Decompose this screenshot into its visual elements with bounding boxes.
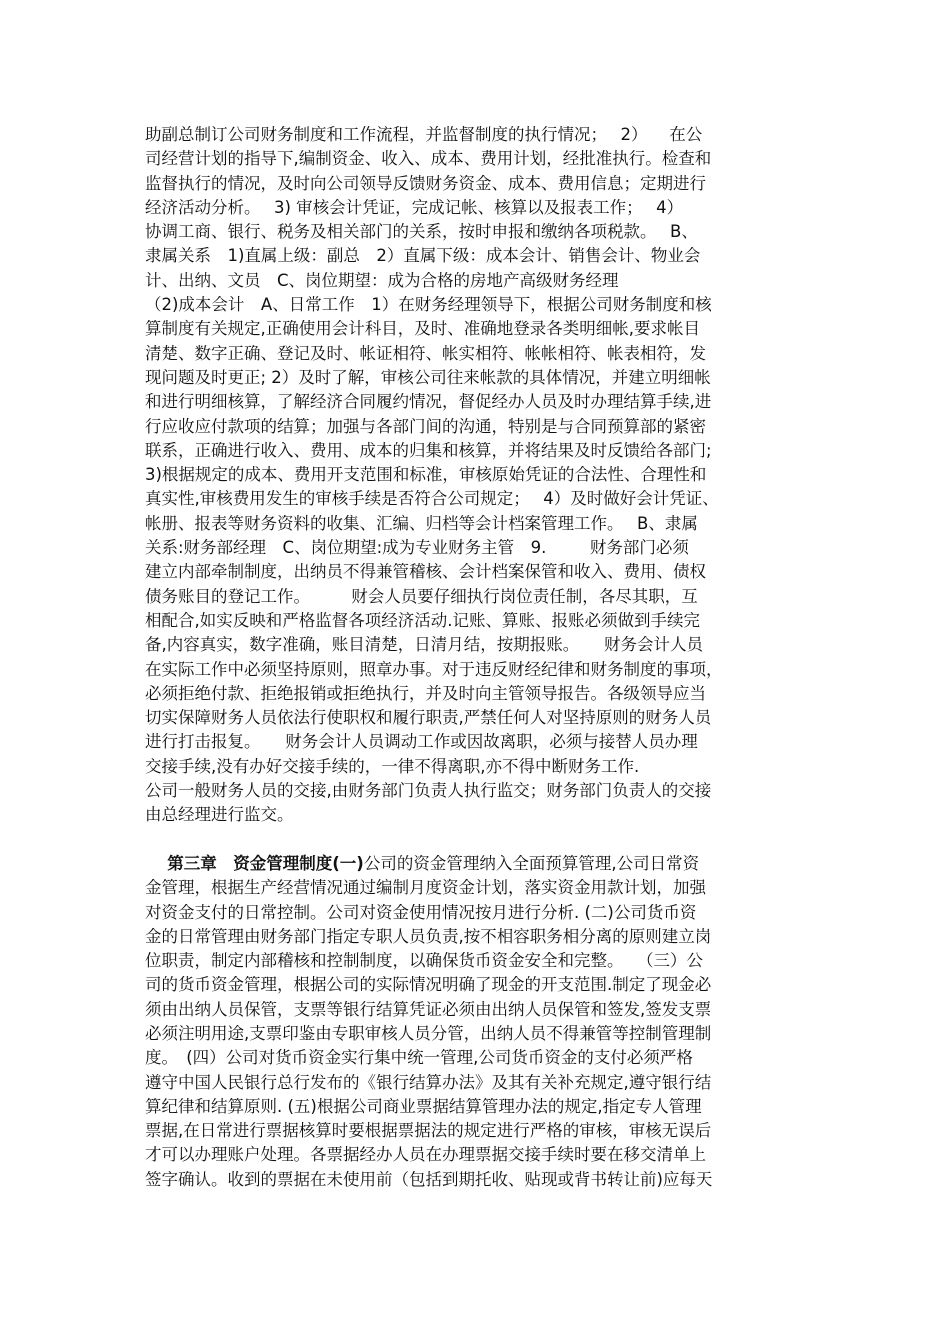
text-line: 关系:财务部经理 C、岗位期望:成为专业财务主管 9. 财务部门必须 — [145, 538, 689, 558]
text-line: 债务账目的登记工作。 财会人员要仔细执行岗位责任制，各尽其职，互 — [145, 586, 698, 606]
text-line: 助副总制订公司财务制度和工作流程，并监督制度的执行情况； 2） 在公 — [145, 125, 703, 144]
text-line: 进行打击报复。 财务会计人员调动工作或因故离职，必须与接替人员办理 — [145, 732, 698, 752]
text-line: 算制度有关规定,正确使用会计科目，及时、准确地登录各类明细帐,要求帐目 — [145, 319, 700, 339]
text-line: 监督执行的情况，及时向公司领导反馈财务资金、成本、费用信息；定期进行 — [145, 173, 706, 193]
text-line: 行应收应付款项的结算；加强与各部门间的沟通，特别是与合同预算部的紧密 — [145, 416, 706, 436]
text-line: 真实性,审核费用发生的审核手续是否符合公司规定； 4）及时做好会计凭证、 — [145, 489, 719, 509]
text-line: 和进行明细核算，了解经济合同履约情况，督促经办人员及时办理结算手续,进 — [145, 392, 712, 412]
body-text-section-1 — [145, 123, 805, 828]
text-line: 位职责，制定内部稽核和控制制度，以确保货币资金安全和完整。 （三）公 — [145, 951, 703, 971]
text-line: 现问题及时更正; 2）及时了解，审核公司往来帐款的具体情况，并建立明细帐 — [145, 367, 711, 387]
text-line: 对资金支付的日常控制。公司对资金使用情况按月进行分析. (二)公司货币资 — [145, 902, 697, 922]
text-line: 须由出纳人员保管，支票等银行结算凭证必须由出纳人员保管和签发,签发支票 — [145, 999, 712, 1019]
text-line: 隶属关系 1)直属上级：副总 2）直属下级：成本会计、销售会计、物业会 — [145, 246, 701, 266]
text-line: 司经营计划的指导下,编制资金、收入、成本、费用计划，经批准执行。检查和 — [145, 149, 712, 169]
text-line: 遵守中国人民银行总行发布的《银行结算办法》及其有关补充规定,遵守银行结 — [145, 1072, 712, 1092]
text-line: 必须注明用途,支票印鉴由专职审核人员分管，出纳人员不得兼管等控制管理制 — [145, 1023, 712, 1043]
text-line: 度。 (四）公司对货币资金实行集中统一管理,公司货币资金的支付必须严格 — [145, 1048, 693, 1068]
text-line: 经济活动分析。 3) 审核会计凭证，完成记帐、核算以及报表工作； 4） — [145, 197, 684, 217]
text-line: 3)根据规定的成本、费用开支范围和标准，审核原始凭证的合法性、合理性和 — [145, 465, 707, 485]
chapter-first-line-text: 公司的资金管理纳入全面预算管理,公司日常资 — [363, 853, 700, 873]
paragraph-gap — [145, 828, 805, 852]
chapter-heading: 第三章 资金管理制度(一) — [145, 853, 364, 873]
text-line: 票据,在日常进行票据核算时要根据票据法的规定进行严格的审核，审核无误后 — [145, 1121, 712, 1141]
text-line: 签字确认。收到的票据在未使用前（包括到期托收、贴现或背书转让前)应每天 — [145, 1169, 713, 1189]
text-line: 协调工商、银行、税务及相关部门的关系，按时申报和缴纳各项税款。 B、 — [145, 222, 698, 242]
text-line: 帐册、报表等财务资料的收集、汇编、归档等会计档案管理工作。 B、隶属 — [145, 513, 698, 533]
text-line: 司的货币资金管理，根据公司的实际情况明确了现金的开支范围.制定了现金必 — [145, 975, 712, 995]
text-line: 在实际工作中必须坚持原则，照章办事。对于违反财经纪律和财务制度的事项， — [145, 659, 723, 679]
document-body — [145, 123, 805, 1192]
text-line: 金的日常管理由财务部门指定专职人员负责,按不相容职务相分离的原则建立岗 — [145, 926, 712, 946]
text-line: 备,内容真实，数字准确，账目清楚，日清月结，按期报账。 财务会计人员 — [145, 635, 703, 655]
text-line: 公司一般财务人员的交接,由财务部门负责人执行监交；财务部门负责人的交接 — [145, 781, 712, 801]
body-text-section-2 — [145, 876, 805, 1192]
text-line: 才可以办理账户处理。各票据经办人员在办理票据交接手续时要在移交清单上 — [145, 1145, 706, 1165]
text-line: 由总经理进行监交。 — [145, 805, 294, 825]
text-line: 必须拒绝付款、拒绝报销或拒绝执行，并及时向主管领导报告。各级领导应当 — [145, 683, 706, 703]
text-line: 计、出纳、文员 C、岗位期望：成为合格的房地产高级财务经理 — [145, 270, 619, 290]
text-line: 建立内部牵制制度，出纳员不得兼管稽核、会计档案保管和收入、费用、债权 — [145, 562, 706, 582]
text-line: 算纪律和结算原则. (五)根据公司商业票据结算管理办法的规定,指定专人管理 — [145, 1096, 702, 1116]
text-line: 交接手续,没有办好交接手续的，一律不得离职,亦不得中断财务工作. — [145, 756, 640, 776]
text-line: 切实保障财务人员依法行使职权和履行职责,严禁任何人对坚持原则的财务人员 — [145, 708, 712, 728]
chapter-first-line — [145, 852, 805, 876]
text-line: 联系，正确进行收入、费用、成本的归集和核算，并将结果及时反馈给各部门; — [145, 440, 712, 460]
text-line: 相配合,如实反映和严格监督各项经济活动.记账、算账、报账必须做到手续完 — [145, 610, 700, 630]
text-line: 清楚、数字正确、登记及时、帐证相符、帐实相符、帐帐相符、帐表相符，发 — [145, 343, 706, 363]
text-line: 金管理，根据生产经营情况通过编制月度资金计划，落实资金用款计划，加强 — [145, 878, 706, 898]
text-line: （2)成本会计 A、日常工作 1）在财务经理领导下，根据公司财务制度和核 — [145, 295, 712, 315]
